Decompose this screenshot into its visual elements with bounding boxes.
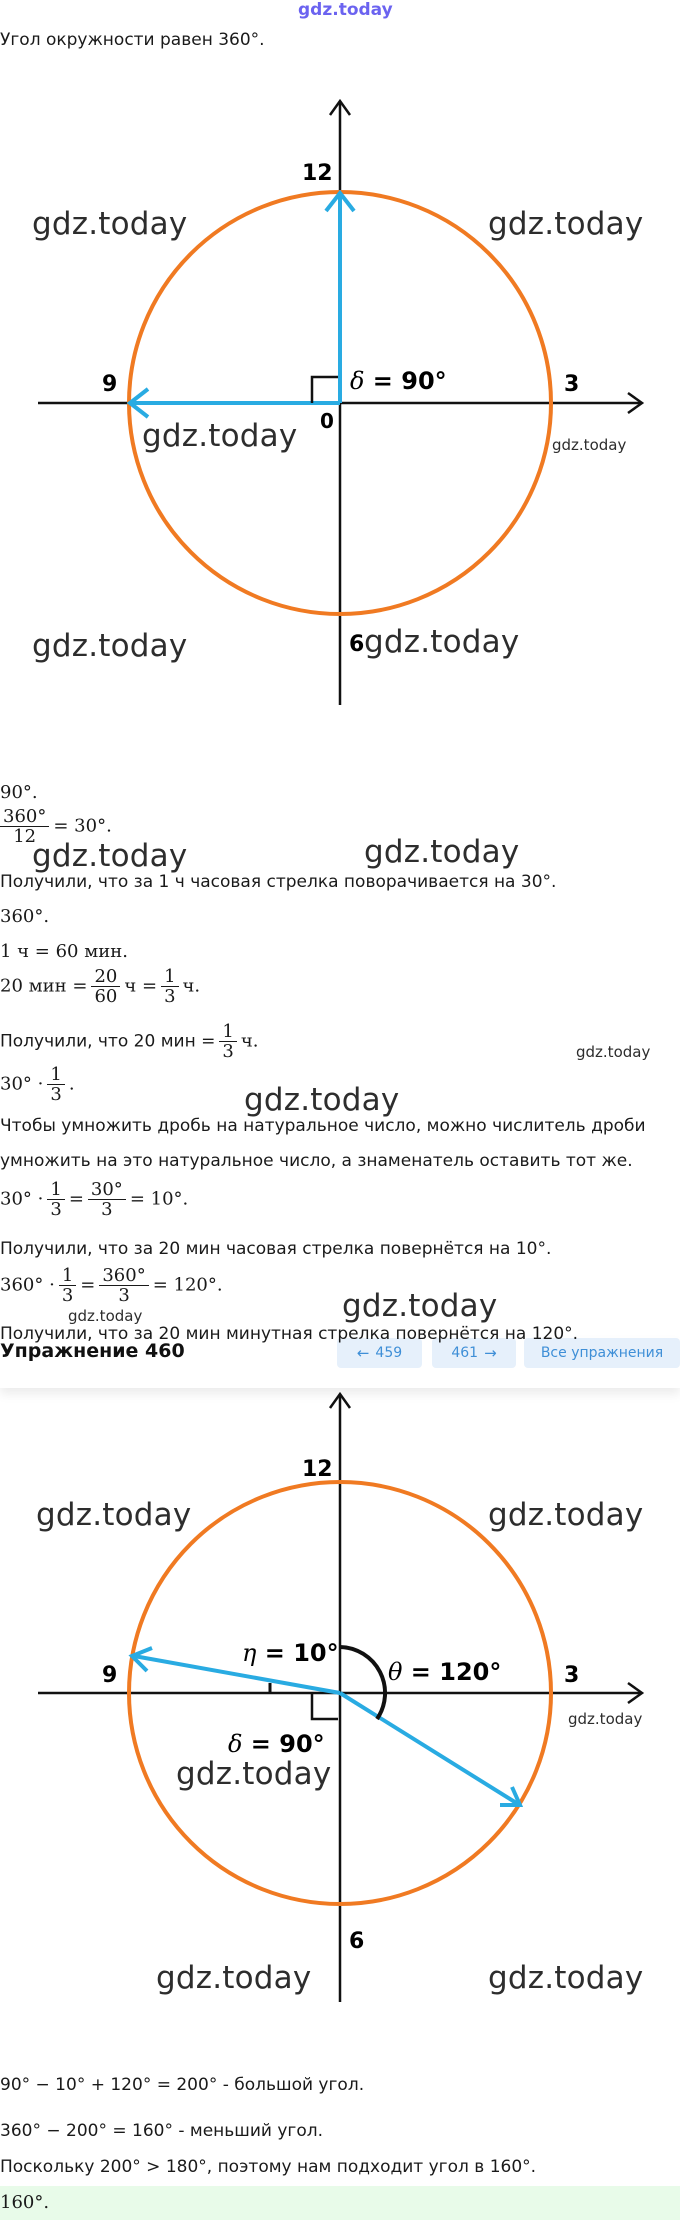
next-exercise-button[interactable]: 461 → <box>432 1338 516 1368</box>
label-3: 3 <box>564 372 580 397</box>
label-9: 9 <box>102 372 118 397</box>
solution-line: 90°. <box>0 782 38 803</box>
right-angle-mark <box>312 377 338 403</box>
watermark: gdz.today <box>364 624 520 660</box>
watermark: gdz.today <box>576 1043 651 1061</box>
label-12: 12 <box>302 161 333 186</box>
watermark: gdz.today <box>488 1960 644 1996</box>
arrow-right-icon: → <box>484 1344 497 1362</box>
solution-line: 360° · $\frac{1}{3}$ = $\frac{360^\circ}{3}$ = 120°. <box>0 1265 223 1306</box>
prev-exercise-button[interactable]: ← 459 <box>337 1338 422 1368</box>
clock-diagram-2 <box>0 1390 680 2010</box>
label-3: 3 <box>564 1663 580 1688</box>
solution-line: Получили, что за 20 мин минутная стрелка повернётся на 120°. <box>0 1324 579 1344</box>
watermark: gdz.today <box>32 628 188 664</box>
exercise-title: Упражнение 460 <box>0 1340 185 1362</box>
eta-label: η = 10° <box>242 1639 339 1667</box>
intro-text: Угол окружности равен 360°. <box>0 30 265 50</box>
solution-line: 1 ч = 60 мин. <box>0 941 128 962</box>
watermark: gdz.today <box>364 834 520 870</box>
minute-hand <box>340 1693 518 1804</box>
label-6: 6 <box>349 1929 365 1954</box>
delta-label: δ = 90° <box>228 1730 325 1758</box>
solution-line: $\frac{360^\circ}{12}$ = 30°. <box>0 807 112 846</box>
arrow-left-icon: ← <box>356 1344 370 1362</box>
label-6: 6 <box>349 632 365 657</box>
theta-label: θ = 120° <box>388 1658 502 1686</box>
label-0: 0 <box>320 409 334 433</box>
angle-label: δ = 90° <box>350 367 447 395</box>
watermark: gdz.today <box>32 838 188 874</box>
solution-line: 90° − 10° + 120° = 200° - большой угол. <box>0 2075 365 2095</box>
answer-text: 160°. <box>0 2192 50 2213</box>
watermark: gdz.today <box>142 418 298 454</box>
solution-line: Поскольку 200° > 180°, поэтому нам подходит угол в 160°. <box>0 2157 537 2177</box>
watermark: gdz.today <box>156 1960 312 1996</box>
watermark: gdz.today <box>342 1288 498 1324</box>
clock-diagram-1 <box>0 95 680 715</box>
solution-line: 20 мин = $\frac{20}{60}$ ч = $\frac{1}{3}$ ч. <box>0 966 201 1007</box>
solution-line: Получили, что 20 мин = $\frac{1}{3}$ ч. <box>0 1021 259 1062</box>
watermark: gdz.today <box>36 1497 192 1533</box>
label-12: 12 <box>302 1457 333 1482</box>
watermark: gdz.today <box>488 206 644 242</box>
solution-line: 30° · $\frac{1}{3}$ . <box>0 1064 75 1105</box>
solution-line: 360° − 200° = 160° - меньший угол. <box>0 2121 324 2141</box>
right-angle-mark <box>312 1693 338 1719</box>
answer-box <box>0 2186 680 2220</box>
watermark: gdz.today <box>244 1082 400 1118</box>
watermark: gdz.today <box>68 1307 143 1325</box>
watermark: gdz.today <box>552 436 627 454</box>
solution-line: Получили, что за 1 ч часовая стрелка поворачивается на 30°. <box>0 872 557 892</box>
solution-line: 30° · $\frac{1}{3}$ = $\frac{30^\circ}{3}$ = 10°. <box>0 1179 189 1220</box>
all-exercises-button[interactable]: Все упражнения <box>524 1338 680 1368</box>
watermark: gdz.today <box>488 1497 644 1533</box>
watermark: gdz.today <box>32 206 188 242</box>
solution-line: умножить на это натуральное число, а знаменатель оставить тот же. <box>0 1151 633 1171</box>
label-9: 9 <box>102 1663 118 1688</box>
exercise-nav-bar <box>0 1338 680 1388</box>
watermark: gdz.today <box>176 1756 332 1792</box>
solution-line: Чтобы умножить дробь на натуральное число, можно числитель дроби <box>0 1116 646 1136</box>
solution-line: Получили, что за 20 мин часовая стрелка повернётся на 10°. <box>0 1239 552 1259</box>
solution-line: 360°. <box>0 906 50 927</box>
site-logo[interactable]: gdz.today <box>298 0 393 20</box>
watermark: gdz.today <box>568 1710 643 1728</box>
